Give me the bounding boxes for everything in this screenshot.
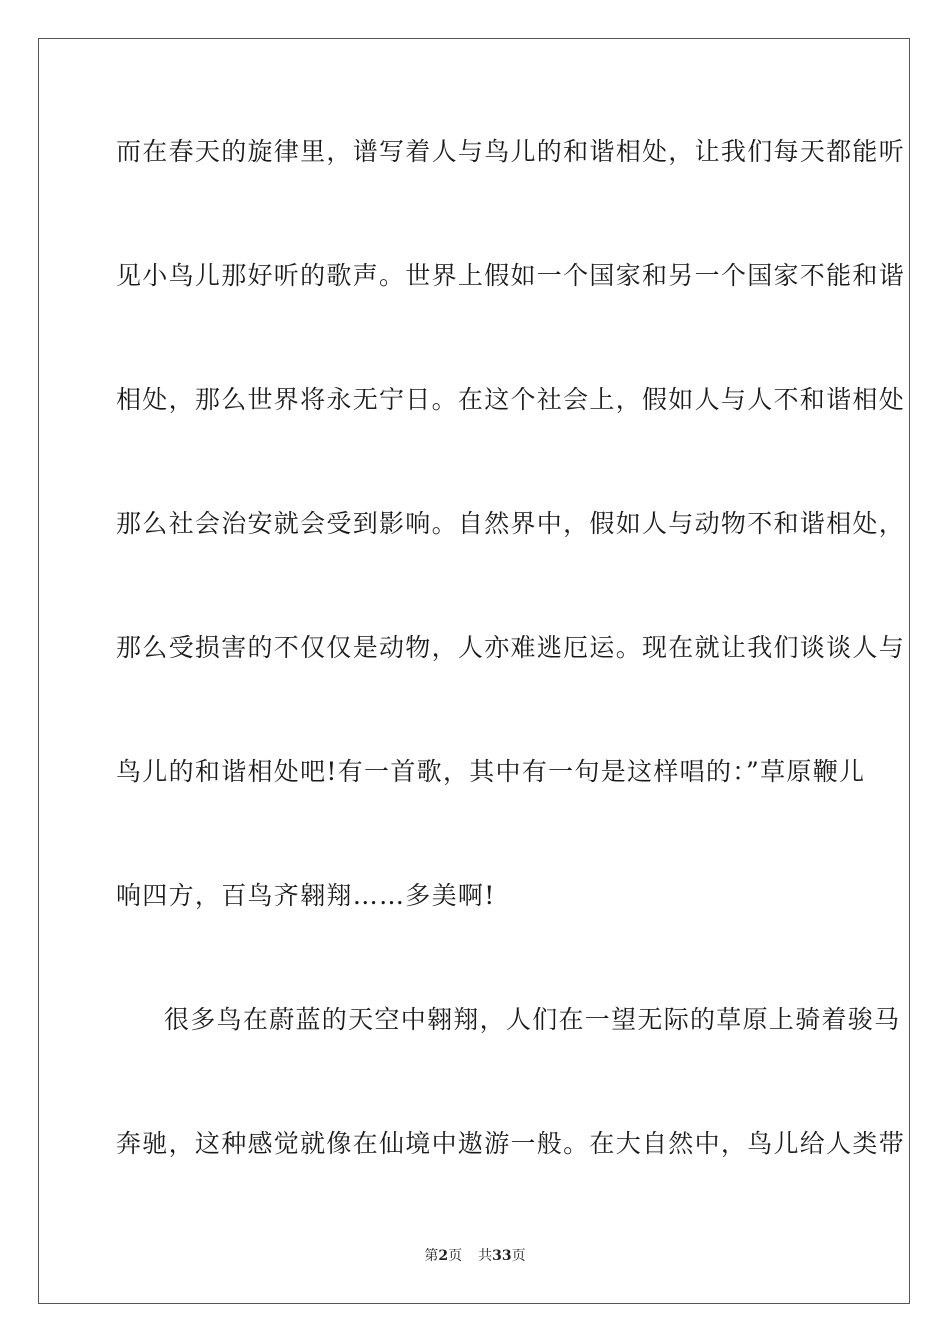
body-text-line-4: 那么社会治安就会受到影响。自然界中，假如人与动物不和谐相处，: [116, 509, 906, 538]
page-suffix: 页: [448, 1248, 463, 1264]
body-text-line-8-paragraph-start: 很多鸟在蔚蓝的天空中翱翔，人们在一望无际的草原上骑着骏马: [164, 1005, 901, 1034]
page-number: 2: [438, 1248, 449, 1264]
body-text-line-7: 响四方，百鸟齐翱翔……多美啊!: [116, 881, 496, 910]
total-prefix: 共: [478, 1248, 493, 1264]
body-text-line-2: 见小鸟儿那好听的歌声。世界上假如一个国家和另一个国家不能和谐: [116, 261, 906, 290]
body-text-line-9: 奔驰，这种感觉就像在仙境中遨游一般。在大自然中，鸟儿给人类带: [116, 1129, 906, 1158]
page-footer: [0, 1247, 950, 1265]
body-text-line-6: 鸟儿的和谐相处吧!有一首歌，其中有一句是这样唱的：”草原鞭儿: [116, 757, 866, 786]
page-border: [38, 38, 910, 1304]
page-prefix: 第: [424, 1248, 439, 1264]
total-pages: 33: [492, 1248, 512, 1264]
body-text-line-3: 相处，那么世界将永无宁日。在这个社会上，假如人与人不和谐相处: [116, 385, 906, 414]
body-text-line-1: 而在春天的旋律里，谱写着人与鸟儿的和谐相处，让我们每天都能听: [116, 137, 906, 166]
total-suffix: 页: [511, 1248, 526, 1264]
body-text-line-5: 那么受损害的不仅仅是动物，人亦难逃厄运。现在就让我们谈谈人与: [116, 633, 906, 662]
